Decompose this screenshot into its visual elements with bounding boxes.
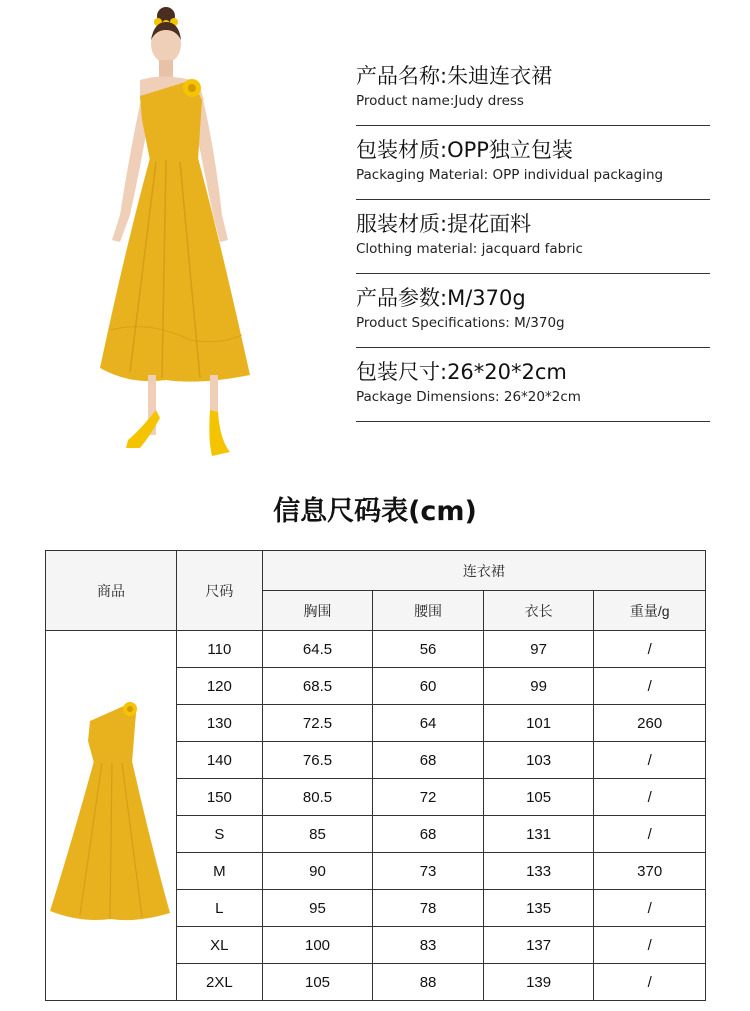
waist-cell: 73: [373, 853, 484, 890]
product-image-cell: [46, 631, 177, 1001]
header-product: 商品: [46, 551, 177, 631]
weight-cell: /: [594, 890, 706, 927]
chest-cell: 100: [262, 927, 373, 964]
waist-cell: 72: [373, 779, 484, 816]
chest-cell: 90: [262, 853, 373, 890]
table-row: [46, 631, 706, 668]
spec-label-cn: 产品名称:朱迪连衣裙: [356, 64, 553, 88]
waist-cell: 56: [373, 631, 484, 668]
spec-label-cn: 服装材质:提花面料: [356, 212, 532, 236]
spec-label-cn: 产品参数:M/370g: [356, 286, 526, 310]
spec-product-name: [356, 52, 710, 126]
spec-clothing-material: [356, 200, 710, 274]
header-chest: 胸围: [262, 591, 373, 631]
chest-cell: 68.5: [262, 668, 373, 705]
length-cell: 137: [483, 927, 594, 964]
chest-cell: 80.5: [262, 779, 373, 816]
spec-package-dimensions: [356, 348, 710, 422]
waist-cell: 83: [373, 927, 484, 964]
waist-cell: 64: [373, 705, 484, 742]
weight-cell: /: [594, 964, 706, 1001]
waist-cell: 68: [373, 816, 484, 853]
length-cell: 101: [483, 705, 594, 742]
header-length: 衣长: [483, 591, 594, 631]
size-cell: M: [177, 853, 263, 890]
spec-label-cn: 包装尺寸:26*20*2cm: [356, 360, 567, 384]
spec-list: [356, 52, 710, 422]
size-cell: 140: [177, 742, 263, 779]
header-waist: 腰围: [373, 591, 484, 631]
waist-cell: 68: [373, 742, 484, 779]
size-cell: 150: [177, 779, 263, 816]
header-weight: 重量/g: [594, 591, 706, 631]
chest-cell: 72.5: [262, 705, 373, 742]
dress-image: [46, 701, 176, 931]
weight-cell: /: [594, 742, 706, 779]
spec-product-specifications: [356, 274, 710, 348]
header-size: 尺码: [177, 551, 263, 631]
spec-label-en: Clothing material: jacquard fabric: [356, 241, 583, 257]
chest-cell: 76.5: [262, 742, 373, 779]
weight-cell: /: [594, 631, 706, 668]
size-cell: 2XL: [177, 964, 263, 1001]
size-cell: 120: [177, 668, 263, 705]
chest-cell: 64.5: [262, 631, 373, 668]
chest-cell: 85: [262, 816, 373, 853]
size-chart-table: [45, 550, 706, 1001]
model-photo: [70, 0, 280, 470]
length-cell: 139: [483, 964, 594, 1001]
size-cell: 110: [177, 631, 263, 668]
size-cell: 130: [177, 705, 263, 742]
size-cell: L: [177, 890, 263, 927]
chest-cell: 95: [262, 890, 373, 927]
waist-cell: 88: [373, 964, 484, 1001]
weight-cell: 260: [594, 705, 706, 742]
spec-label-en: Product Specifications: M/370g: [356, 315, 565, 331]
size-chart-title: 信息尺码表(cm): [273, 496, 477, 527]
length-cell: 105: [483, 779, 594, 816]
chest-cell: 105: [262, 964, 373, 1001]
waist-cell: 78: [373, 890, 484, 927]
length-cell: 135: [483, 890, 594, 927]
weight-cell: /: [594, 816, 706, 853]
length-cell: 103: [483, 742, 594, 779]
size-cell: XL: [177, 927, 263, 964]
spec-label-en: Product name:Judy dress: [356, 93, 524, 109]
header-dress-group: 连衣裙: [262, 551, 705, 591]
spec-label-en: Package Dimensions: 26*20*2cm: [356, 389, 581, 405]
length-cell: 99: [483, 668, 594, 705]
length-cell: 97: [483, 631, 594, 668]
weight-cell: /: [594, 927, 706, 964]
spec-label-en: Packaging Material: OPP individual packaging: [356, 167, 664, 183]
weight-cell: /: [594, 668, 706, 705]
weight-cell: 370: [594, 853, 706, 890]
size-cell: S: [177, 816, 263, 853]
waist-cell: 60: [373, 668, 484, 705]
length-cell: 133: [483, 853, 594, 890]
spec-packaging-material: [356, 126, 710, 200]
spec-label-cn: 包装材质:OPP独立包装: [356, 138, 573, 162]
weight-cell: /: [594, 779, 706, 816]
length-cell: 131: [483, 816, 594, 853]
